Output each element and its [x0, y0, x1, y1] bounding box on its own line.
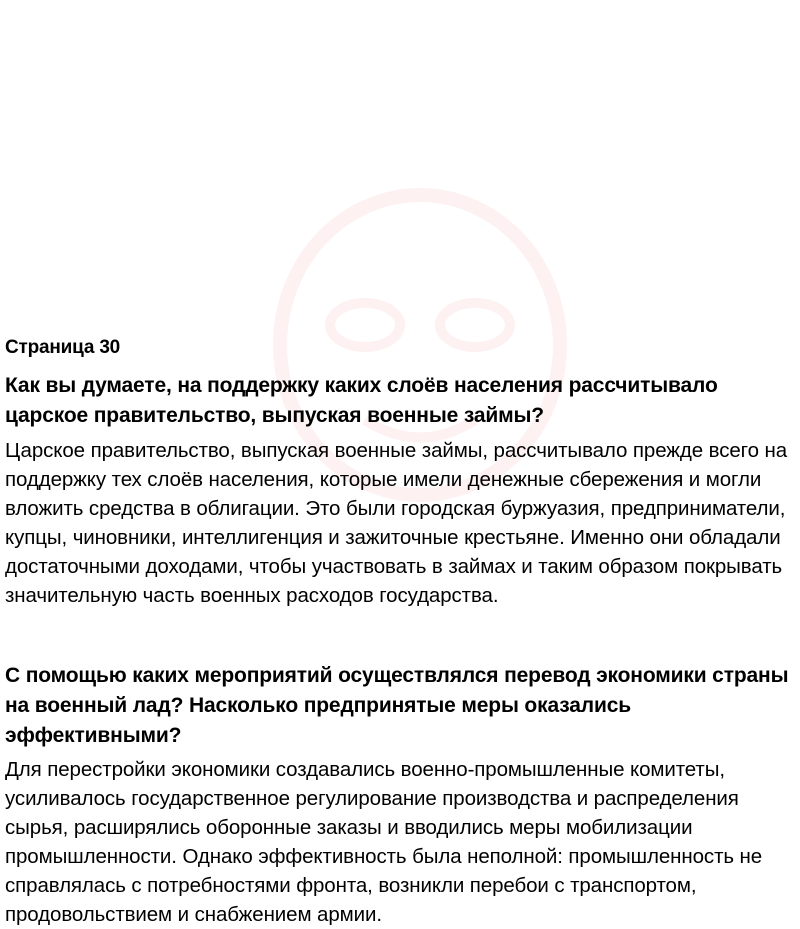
answer-1: Царское правительство, выпуская военные займы, рассчитывало прежде всего на поддержку тех слоёв населения, которые имели денежные сбережения и могли вложить средства в облигации. Это были городская буржуазия, предприниматели, купцы, чиновники, интеллигенция и зажиточные крестьяне. Именно они обладали достаточными доходами, чтобы участвовать в займах и таким образом покрывать значительную часть военных расходов государства. — [5, 439, 788, 607]
answer-2: Для перестройки экономики создавались военно-промышленные комитеты, усиливалось государственное регулирование производства и распределения сырья, расширялись оборонные заказы и вводились меры мобилизации промышленности. Однако эффективность была неполной: промышленность не справлялась с потребностями фронта, возникли перебои с транспортом, продовольствием и снабжением армии. — [5, 758, 763, 926]
question-1: Как вы думаете, на поддержку каких слоёв населения рассчитывало царское правительство, выпуская военные займы? — [5, 374, 718, 427]
question-2: С помощью каких мероприятий осуществлялся перевод экономики страны на военный лад? Насколько предпринятые меры оказались эффективными? — [5, 664, 789, 747]
page-number: Страница 30 — [5, 337, 121, 358]
